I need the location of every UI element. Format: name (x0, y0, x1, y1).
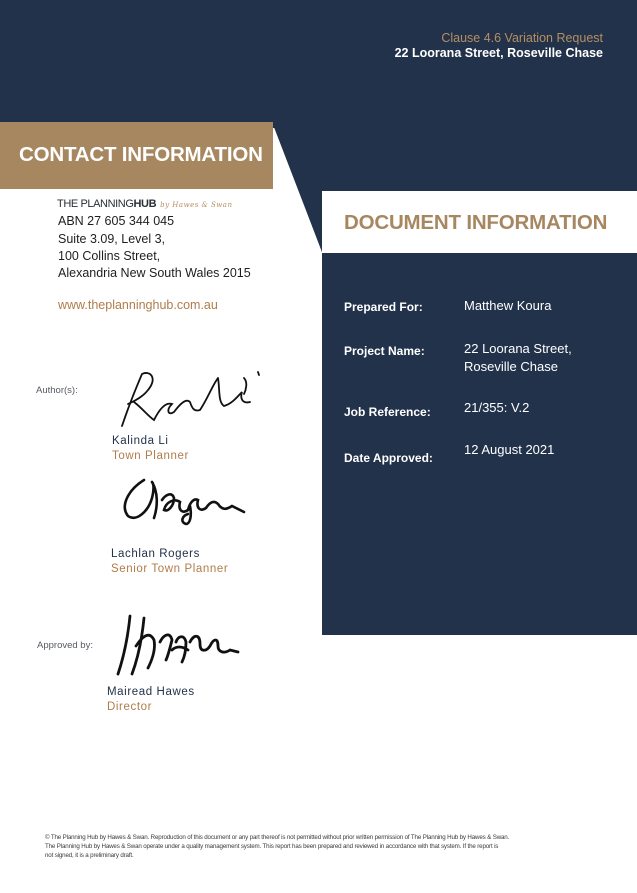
author-role-1: Town Planner (112, 450, 189, 462)
project-name-label: Project Name: (344, 344, 425, 358)
prepared-for-value: Matthew Koura (464, 298, 552, 313)
address-line-1: Suite 3.09, Level 3, (58, 232, 166, 246)
company-logo (57, 198, 232, 210)
logo-text-hub: HUB (133, 198, 157, 210)
footer-line-2: The Planning Hub by Hawes & Swan operate under a quality management system. This report has been prepared and reviewed in accordance with that system. If the report is (45, 843, 499, 850)
signature-kalinda-li (108, 368, 268, 430)
report-address: 22 Loorana Street, Roseville Chase (394, 46, 603, 60)
authors-label: Author(s): (36, 385, 78, 396)
footer-disclaimer (45, 833, 605, 860)
approver-name: Mairead Hawes (107, 686, 195, 698)
job-reference-label: Job Reference: (344, 405, 431, 419)
author-name-1: Kalinda Li (112, 435, 169, 447)
footer-line-1: © The Planning Hub by Hawes & Swan. Reproduction of this document or any part thereof is not permitted without prior written permission of The Planning Hub by Hawes & Swan. (45, 834, 510, 841)
abn: ABN 27 605 344 045 (58, 214, 175, 228)
website-link[interactable]: www.theplanninghub.com.au (58, 298, 218, 312)
address-line-3: Alexandria New South Wales 2015 (58, 266, 251, 280)
approved-by-label: Approved by: (37, 640, 93, 651)
project-name-value-line2: Roseville Chase (464, 359, 558, 374)
author-role-2: Senior Town Planner (111, 563, 229, 575)
author-name-2: Lachlan Rogers (111, 548, 200, 560)
document-title: DOCUMENT INFORMATION (344, 211, 608, 234)
contact-title: CONTACT INFORMATION (19, 143, 263, 166)
signature-mairead-hawes (114, 612, 244, 678)
prepared-for-label: Prepared For: (344, 300, 423, 314)
logo-text-planning: THE PLANNING (57, 198, 134, 210)
date-approved-value: 12 August 2021 (464, 442, 555, 457)
project-name-value-line1: 22 Loorana Street, (464, 341, 572, 356)
report-type: Clause 4.6 Variation Request (441, 31, 603, 45)
footer-line-3: not signed, it is a preliminary draft. (45, 852, 134, 859)
job-reference-value: 21/355: V.2 (464, 400, 530, 415)
address-line-2: 100 Collins Street, (58, 249, 161, 263)
logo-script: by Hawes & Swan (160, 201, 233, 209)
approver-role: Director (107, 701, 153, 713)
date-approved-label: Date Approved: (344, 451, 433, 465)
signature-lachlan-rogers (118, 476, 250, 526)
